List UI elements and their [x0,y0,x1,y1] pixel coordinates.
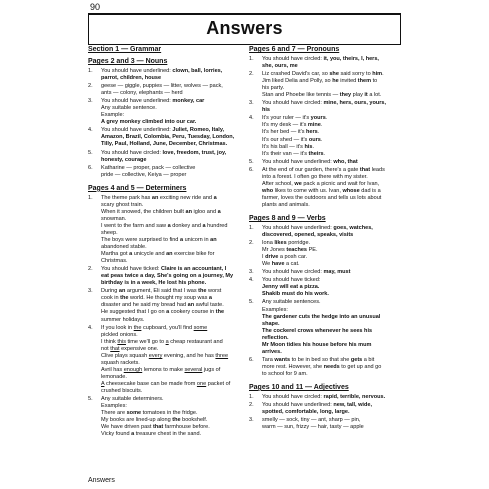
pronouns-answer-1: 1. You should have circled: it, you, theirs, I, hers, she, ours, me [249,56,379,70]
verbs-answer-3: 3. You should have circled: may, must [249,269,351,276]
heading-nouns: Pages 2 and 3 — Nouns [88,58,168,65]
pronouns-answer-3: 3. You should have circled: mine, hers, ours, yours, his [249,100,387,114]
determiners-answer-3: 3. During an argument, Eli said that I was the worst cook in the world. He thought my soup was a disaster and he said my bread had an awful taste. He suggested that I go on a cookery course in the summer holidays. [88,288,225,323]
determiners-answer-5: 5. Any suitable determiners. Examples: There are some tomatoes in the fridge. My books are lined-up along the bookshelf. We have driven past that farmhouse before. Vicky found a treasure chest in the sand. [88,396,210,438]
heading-adjectives: Pages 10 and 11 — Adjectives [249,383,349,391]
adjectives-answer-2: 2. You should have underlined: new, tall, wide, spotted, comfortable, long, large. [249,402,372,416]
verbs-answer-2: 2. Iona likes porridge. Mr Jones teaches PE. I drive a posh car. We have a cat. [249,240,318,268]
pronouns-answer-5: 5. You should have underlined: who, that [249,158,358,165]
nouns-answer-1: 1. You should have underlined: clown, ball, lorries, parrot, children, house [88,68,223,82]
nouns-answer-3: 3. You should have underlined: monkey, car Any suitable sentence. Example: A grey monkey climbed into our car. [88,98,205,126]
page-number: 90 [90,2,101,12]
verbs-answer-1: 1. You should have underlined: goes, watches, discovered, opened, speaks, visits [249,224,373,239]
nouns-answer-2: 2. geese — giggle, puppies — litter, wolves — pack, ants — colony, elephants — herd [88,83,223,97]
pronouns-answer-6: 6. At the end of our garden, there's a gate that leads into a forest. I often go there with my sister. After school, we pack a picnic and wait for Ivan, who likes to come with us. Ivan, whose dad is a farmer, loves the outdoors and tells us lots about plants and animals. [249,166,385,208]
right-column [249,45,401,432]
verbs-answer-4: 4. You should have ticked: Jenny will eat a pizza. Shakib must do his work. [249,277,329,298]
determiners-answer-1: 1. The theme park has an exciting new ride and a scary ghost train. When it snowed, the children built an igloo and a snowman. I went to the farm and saw a donkey and a hundred sheep. The boys were surprised to find a unicorn in an abandoned stable. Martha got a unicycle and an exercise bike for Christmas. [88,194,228,265]
heading-pronouns: Pages 6 and 7 — Pronouns [249,46,340,53]
determiners-answer-4: 4. If you look in the cupboard, you'll find some pickled onions. I think this time we'll go to a cheap restaurant and not that expensive one. Clive plays squash every evening, and he has three squash rackets. Avril has enough lemons to make several jugs of lemonade. A cheesecake base can be made from one packet of crushed biscuits. [88,324,231,394]
pronouns-answer-4: 4. It's your ruler — it's yours. It's my desk — it's mine. It's her bed — it's hers. It's our shed — it's ours. It's his ball — it's his. It's their van — it's theirs. [249,115,328,157]
nouns-answer-5: 5. You should have circled: love, freedom, trust, joy, honesty, courage [88,149,227,163]
adjectives-answer-1: 1. You should have circled: rapid, terrible, nervous. [249,393,386,400]
verbs-answer-6: 6. Tara wants to be in bed so that she gets a bit more rest. However, she needs to get up and go to school for 9 am. [249,356,382,377]
heading-verbs: Pages 8 and 9 — Verbs [249,214,326,222]
determiners-answer-2: 2. You should have ticked: Claire is an accountant, I eat peas twice a day, She's going on a journey, My birthday is in a week, He lost his phone. [88,266,234,287]
left-column [88,45,241,439]
nouns-answer-6: 6. Katharine — proper, pack — collective pride — collective, Keiya — proper [88,164,196,178]
adjectives-answer-3: 3. smelly — sock, tiny — ant, sharp — pin, warm — sun, frizzy — hair, tasty — apple [249,417,364,431]
verbs-answer-5: 5. Any suitable sentences. Examples: The gardener cuts the hedge into an unusual shape. The cockerel crows whenever he sees his reflection. Mr Moon tidies his house before his mum arrives. [249,299,381,355]
page-title: Answers [206,18,283,38]
section-heading: Section 1 — Grammar [88,46,162,53]
nouns-answer-4: 4. You should have underlined: Juliet, Romeo, Italy, Amazon, Brazil, Colombia, Peru, Tuesday, London, Tilly, Paul, Holland, June, December, Christmas. [88,127,235,148]
pronouns-answer-2: 2. Liz crashed David's car, so she said sorry to him. Jim liked Delia and Polly, so he invited them to his party. Stan and Phoebe like tennis — they play it a lot. [249,71,384,99]
footer-label: Answers [88,477,115,484]
title-box [88,13,401,45]
heading-determiners: Pages 4 and 5 — Determiners [88,184,187,192]
